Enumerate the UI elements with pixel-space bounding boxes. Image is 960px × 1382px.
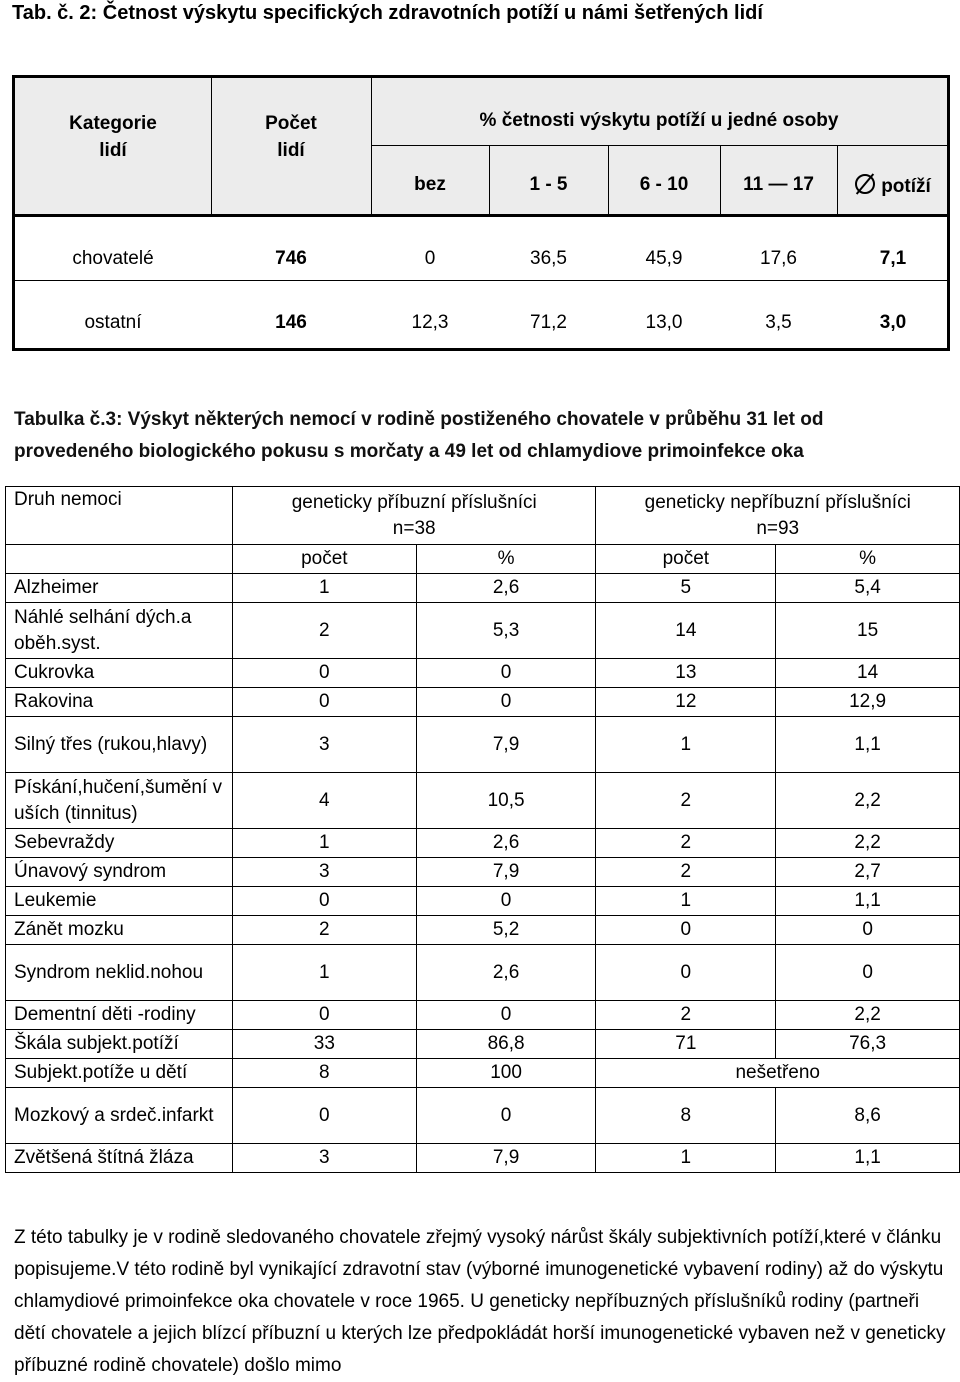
- value-cell: 2: [232, 916, 416, 945]
- value-cell: 1: [596, 887, 776, 916]
- row-count: 146: [275, 312, 307, 333]
- value-cell: 2: [596, 858, 776, 887]
- table-row: [6, 574, 960, 603]
- row-value: 45,9: [645, 248, 683, 269]
- value-cell: 2: [596, 1001, 776, 1030]
- value-cell: 1: [596, 717, 776, 773]
- value-cell: 1: [596, 1144, 776, 1173]
- value-cell: 1,1: [776, 1144, 960, 1173]
- row-value: 36,5: [530, 248, 567, 269]
- header-percent: % četnosti výskytu potíží u jedné osoby: [479, 110, 839, 131]
- table-row: [6, 717, 960, 773]
- value-cell: 13: [596, 659, 776, 688]
- disease-name: Škála subjekt.potíží: [6, 1030, 233, 1059]
- disease-name: Cukrovka: [6, 659, 233, 688]
- value-cell: 0: [416, 1001, 596, 1030]
- disease-name: Zánět mozku: [6, 916, 233, 945]
- table3-caption: Tabulka č.3: Výskyt některých nemocí v rodině postiženého chovatele v průběhu 31 let od provedeného biologického pokusu s morčaty a 49 let od chlamydiove primoinfekce oka: [14, 409, 824, 462]
- row-value: 12,3: [411, 312, 449, 333]
- row-value: 0: [424, 248, 436, 269]
- subheader-11-17: 11 — 17: [743, 174, 814, 195]
- value-cell: 86,8: [416, 1030, 596, 1059]
- value-cell: 76,3: [776, 1030, 960, 1059]
- value-cell: 3: [232, 717, 416, 773]
- subheader-6-10: 6 - 10: [639, 174, 689, 195]
- frequency-table-header: [15, 78, 947, 217]
- value-cell: 2: [596, 773, 776, 829]
- value-cell: 0: [416, 1088, 596, 1144]
- value-cell: 33: [232, 1030, 416, 1059]
- table-row: [6, 659, 960, 688]
- table-row: [6, 1030, 960, 1059]
- value-cell: 2,7: [776, 858, 960, 887]
- row-value: 71,2: [530, 312, 567, 333]
- table-row: [6, 887, 960, 916]
- disease-name: Rakovina: [6, 688, 233, 717]
- table-row: [6, 945, 960, 1001]
- subheader-percent: %: [416, 545, 596, 574]
- value-cell: 7,9: [416, 858, 596, 887]
- disease-name: Náhlé selhání dých.a oběh.syst.: [6, 603, 233, 659]
- subheader-count: počet: [596, 545, 776, 574]
- value-cell: 71: [596, 1030, 776, 1059]
- header-disease: Druh nemoci: [6, 487, 233, 545]
- row-value: 17,6: [760, 248, 797, 269]
- value-cell: 10,5: [416, 773, 596, 829]
- value-cell: 0: [416, 887, 596, 916]
- disease-name: Dementní děti -rodiny: [6, 1001, 233, 1030]
- empty-set-icon: [855, 174, 875, 194]
- row-count: 746: [275, 248, 307, 269]
- value-cell: 12,9: [776, 688, 960, 717]
- value-cell: 3: [232, 858, 416, 887]
- value-cell: 5,3: [416, 603, 596, 659]
- value-cell: 8: [232, 1059, 416, 1088]
- row-value: 7,1: [879, 248, 907, 269]
- value-cell: 4: [232, 773, 416, 829]
- frequency-table: [12, 75, 950, 351]
- table-row: [6, 1144, 960, 1173]
- subheader-count: počet: [232, 545, 416, 574]
- value-cell: 7,9: [416, 1144, 596, 1173]
- value-cell: 14: [596, 603, 776, 659]
- disease-name: Silný třes (rukou,hlavy): [6, 717, 233, 773]
- row-category: chovatelé: [72, 248, 154, 269]
- disease-table: [5, 486, 960, 1173]
- value-cell: 0: [232, 887, 416, 916]
- value-cell: 8,6: [776, 1088, 960, 1144]
- disease-name: Syndrom neklid.nohou: [6, 945, 233, 1001]
- header-category: Kategorie lidí: [69, 113, 157, 161]
- value-cell: 3: [232, 1144, 416, 1173]
- disease-name: Sebevraždy: [6, 829, 233, 858]
- value-cell: 0: [232, 1001, 416, 1030]
- value-cell: 1: [232, 829, 416, 858]
- disease-name: Zvětšená štítná žláza: [6, 1144, 233, 1173]
- header-unrelated: geneticky nepříbuzní příslušníci n=93: [596, 487, 960, 545]
- value-cell: 5,4: [776, 574, 960, 603]
- disease-name: Únavový syndrom: [6, 858, 233, 887]
- value-cell: 1: [232, 945, 416, 1001]
- table-row: [6, 603, 960, 659]
- subheader-avg: potíží: [837, 174, 949, 198]
- row-category: ostatní: [84, 312, 142, 333]
- value-cell: 12: [596, 688, 776, 717]
- value-cell: 0: [416, 659, 596, 688]
- value-cell: 0: [596, 916, 776, 945]
- disease-name: Pískání,hučení,šumění v uších (tinnitus): [6, 773, 233, 829]
- value-cell: 0: [416, 688, 596, 717]
- value-cell: 1,1: [776, 887, 960, 916]
- header-related: geneticky příbuzní příslušníci n=38: [232, 487, 596, 545]
- subheader-bez: bez: [414, 174, 446, 195]
- value-cell: 2,2: [776, 1001, 960, 1030]
- body-paragraph: Z této tabulky je v rodině sledovaného chovatele zřejmý vysoký nárůst škály subjektivních potíží,které v článku popisujeme.V této rodině byl vynikající zdravotní stav (výborné imunogenetické vybavení rodiny) až do výskytu chlamydiové primoinfekce oka chovatele v roce 1965. U geneticky nepříbuzných příslušníků rodiny (partneři dětí chovatele a jejich blízcí příbuzní u kterých lze předpokládát horší imunogenetické vybaven než v geneticky příbuzné rodině chovatele) došlo mimo: [14, 1227, 946, 1376]
- table-row: [6, 916, 960, 945]
- value-cell: nešetřeno: [596, 1059, 960, 1088]
- value-cell: 14: [776, 659, 960, 688]
- header-count: Počet lidí: [265, 113, 317, 161]
- table-row: [6, 1088, 960, 1144]
- value-cell: 1: [232, 574, 416, 603]
- disease-name: Alzheimer: [6, 574, 233, 603]
- disease-name: Leukemie: [6, 887, 233, 916]
- table-row: [6, 829, 960, 858]
- value-cell: 0: [776, 945, 960, 1001]
- value-cell: 0: [776, 916, 960, 945]
- value-cell: 8: [596, 1088, 776, 1144]
- table-row: [6, 1001, 960, 1030]
- value-cell: 7,9: [416, 717, 596, 773]
- page-title: Tab. č. 2: Četnost výskytu specifických zdravotních potíží u námi šetřených lidí: [12, 2, 763, 24]
- value-cell: 0: [596, 945, 776, 1001]
- value-cell: 5: [596, 574, 776, 603]
- table-row: [6, 773, 960, 829]
- header-spacer: [6, 545, 233, 574]
- value-cell: 1,1: [776, 717, 960, 773]
- table-row: [6, 1059, 960, 1088]
- table-row: [6, 688, 960, 717]
- disease-name: Subjekt.potíže u dětí: [6, 1059, 233, 1088]
- value-cell: 0: [232, 659, 416, 688]
- value-cell: 2,6: [416, 829, 596, 858]
- value-cell: 5,2: [416, 916, 596, 945]
- value-cell: 100: [416, 1059, 596, 1088]
- subheader-percent: %: [776, 545, 960, 574]
- value-cell: 15: [776, 603, 960, 659]
- value-cell: 2: [596, 829, 776, 858]
- value-cell: 2: [232, 603, 416, 659]
- subheader-1-5: 1 - 5: [529, 174, 568, 195]
- value-cell: 0: [232, 688, 416, 717]
- table-row: [6, 858, 960, 887]
- value-cell: 2,2: [776, 829, 960, 858]
- value-cell: 2,6: [416, 945, 596, 1001]
- row-value: 13,0: [645, 312, 683, 333]
- value-cell: 0: [232, 1088, 416, 1144]
- disease-name: Mozkový a srdeč.infarkt: [6, 1088, 233, 1144]
- row-value: 3,5: [765, 312, 792, 333]
- row-value: 3,0: [879, 312, 907, 333]
- value-cell: 2,2: [776, 773, 960, 829]
- value-cell: 2,6: [416, 574, 596, 603]
